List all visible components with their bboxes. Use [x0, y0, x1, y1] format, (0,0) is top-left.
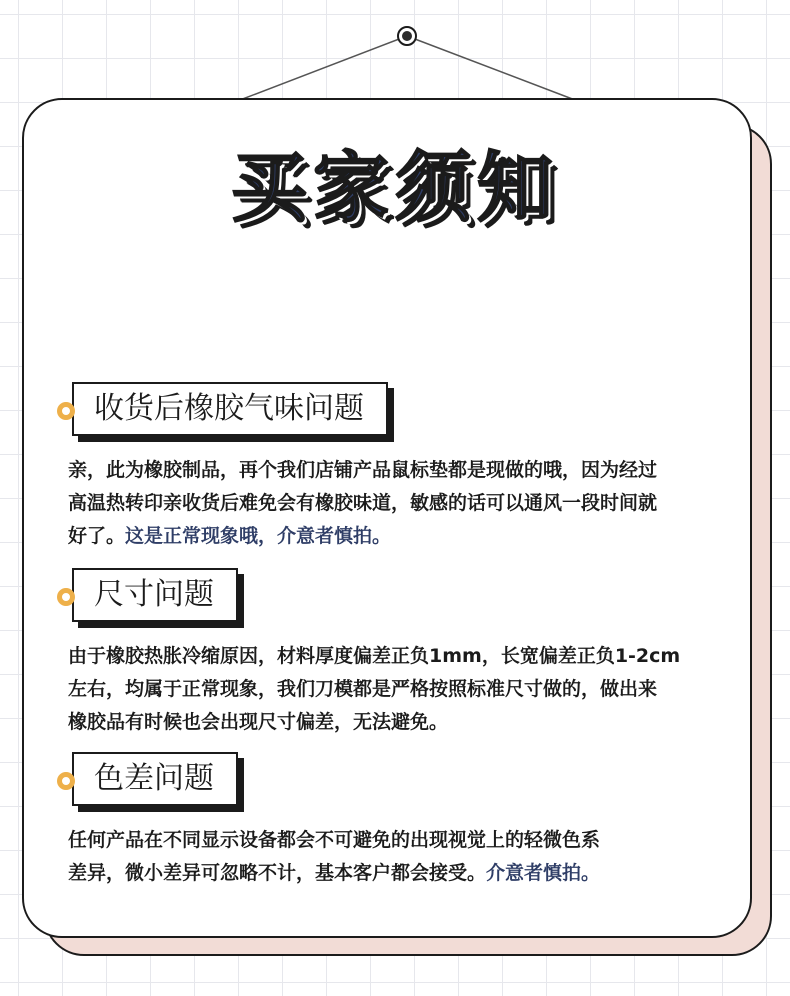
bullet-ring-icon: [57, 402, 75, 420]
section-size: [56, 568, 716, 739]
section-body: 亲，此为橡胶制品，再个我们店铺产品鼠标垫都是现做的哦，因为经过 高温热转印亲收货后难免会有橡胶味道，敏感的话可以通风一段时间就 好了。这是正常现象哦，介意者慎拍。: [68, 459, 658, 547]
bullet-ring-icon: [57, 772, 75, 790]
hanger-string: [0, 0, 790, 110]
section-heading: 收货后橡胶气味问题: [72, 382, 388, 436]
bullet-ring-icon: [57, 588, 75, 606]
highlight-text: 这是正常现象哦，介意者慎拍。: [125, 525, 392, 547]
section-body: 由于橡胶热胀冷缩原因，材料厚度偏差正负1mm，长宽偏差正负1-2cm 左右，均属于正常现象，我们刀模都是严格按照标准尺寸做的，做出来 橡胶品有时候也会出现尺寸偏差，无法避免。: [68, 645, 681, 733]
section-color-difference: [56, 752, 716, 890]
highlight-text: 介意者慎拍。: [486, 862, 601, 884]
section-heading: 色差问题: [72, 752, 238, 806]
section-body: 任何产品在不同显示设备都会不可避免的出现视觉上的轻微色系 差异，微小差异可忽略不计，基本客户都会接受。介意者慎拍。: [68, 829, 601, 884]
section-rubber-smell: [56, 382, 716, 553]
page-title: 买家须知: [231, 143, 559, 232]
section-heading: 尺寸问题: [72, 568, 238, 622]
